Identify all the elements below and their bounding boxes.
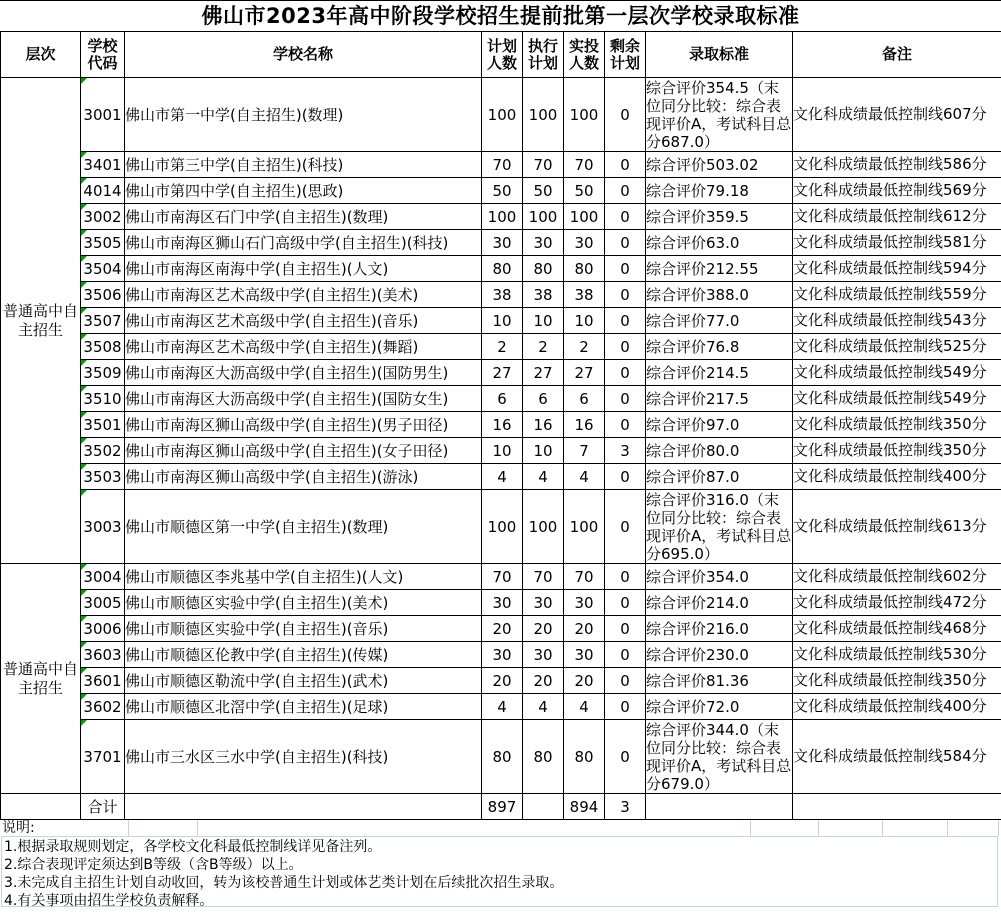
admission-standard-cell: 综合评价72.0 — [646, 694, 793, 720]
actual-count-cell: 27 — [564, 360, 605, 386]
actual-count-cell: 100 — [564, 490, 605, 564]
table-row — [1, 668, 1001, 694]
actual-count-cell: 7 — [564, 438, 605, 464]
remaining-plan-cell: 0 — [605, 386, 646, 412]
planned-count-cell: 100 — [482, 78, 523, 152]
col-header-admission-standard: 录取标准 — [646, 32, 793, 78]
planned-count-cell: 100 — [482, 204, 523, 230]
planned-count-cell: 6 — [482, 386, 523, 412]
notes-label-row — [0, 820, 1001, 836]
executed-plan-cell: 27 — [523, 360, 564, 386]
table-row — [1, 590, 1001, 616]
table-row — [1, 230, 1001, 256]
planned-count-cell: 20 — [482, 668, 523, 694]
remarks-cell: 文化科成绩最低控制线543分 — [793, 308, 1001, 334]
remaining-plan-cell: 0 — [605, 490, 646, 564]
school-code-cell: 3510 — [81, 386, 125, 412]
actual-count-cell: 30 — [564, 590, 605, 616]
table-row — [1, 256, 1001, 282]
school-name-cell: 佛山市顺德区北滘中学(自主招生)(足球) — [125, 694, 482, 720]
actual-count-cell: 10 — [564, 308, 605, 334]
col-header-school-code: 学校代码 — [81, 32, 125, 78]
planned-count-cell: 30 — [482, 642, 523, 668]
planned-count-cell: 30 — [482, 590, 523, 616]
header-row — [1, 32, 1001, 78]
grid-line — [197, 820, 198, 836]
school-code-cell: 3005 — [81, 590, 125, 616]
admissions-table — [0, 31, 1001, 820]
remaining-plan-cell: 0 — [605, 694, 646, 720]
school-code-cell: 3508 — [81, 334, 125, 360]
note-line: 3.未完成自主招生计划自动收回，转为该校普通生计划或体艺类计划在后续批次招生录取。 — [4, 875, 564, 891]
col-header-planned-count: 计划人数 — [482, 32, 523, 78]
school-code-cell: 3506 — [81, 282, 125, 308]
executed-plan-cell: 2 — [523, 334, 564, 360]
remaining-plan-cell: 0 — [605, 334, 646, 360]
school-name-cell: 佛山市南海区大沥高级中学(自主招生)(国防女生) — [125, 386, 482, 412]
admission-standard-cell: 综合评价216.0 — [646, 616, 793, 642]
executed-plan-cell: 30 — [523, 590, 564, 616]
planned-count-cell: 30 — [482, 230, 523, 256]
remarks-cell: 文化科成绩最低控制线581分 — [793, 230, 1001, 256]
admission-standard-cell — [646, 794, 793, 820]
school-code-cell: 3502 — [81, 438, 125, 464]
remarks-cell: 文化科成绩最低控制线400分 — [793, 464, 1001, 490]
school-name-cell: 佛山市顺德区伦教中学(自主招生)(传媒) — [125, 642, 482, 668]
remarks-cell: 文化科成绩最低控制线559分 — [793, 282, 1001, 308]
remaining-plan-cell: 0 — [605, 204, 646, 230]
admission-standard-cell: 综合评价230.0 — [646, 642, 793, 668]
actual-count-cell: 6 — [564, 386, 605, 412]
school-code-cell: 3507 — [81, 308, 125, 334]
school-name-cell: 佛山市第四中学(自主招生)(思政) — [125, 178, 482, 204]
remarks-cell: 文化科成绩最低控制线350分 — [793, 668, 1001, 694]
actual-count-cell: 38 — [564, 282, 605, 308]
remaining-plan-cell: 0 — [605, 668, 646, 694]
total-row — [1, 794, 1001, 820]
remarks-cell — [793, 794, 1001, 820]
table-row — [1, 642, 1001, 668]
remarks-cell: 文化科成绩最低控制线584分 — [793, 720, 1001, 794]
school-name-cell: 佛山市南海区南海中学(自主招生)(人文) — [125, 256, 482, 282]
table-row — [1, 308, 1001, 334]
remaining-plan-cell: 0 — [605, 152, 646, 178]
school-code-cell: 3601 — [81, 668, 125, 694]
admission-standard-cell: 综合评价80.0 — [646, 438, 793, 464]
table-row — [1, 564, 1001, 590]
remarks-cell: 文化科成绩最低控制线549分 — [793, 386, 1001, 412]
executed-plan-cell: 50 — [523, 178, 564, 204]
admission-standard-cell: 综合评价503.02 — [646, 152, 793, 178]
remaining-plan-cell: 0 — [605, 590, 646, 616]
table-row — [1, 334, 1001, 360]
admission-standard-cell: 综合评价214.0 — [646, 590, 793, 616]
school-name-cell: 佛山市顺德区实验中学(自主招生)(音乐) — [125, 616, 482, 642]
admission-standard-cell: 综合评价97.0 — [646, 412, 793, 438]
actual-count-cell: 100 — [564, 78, 605, 152]
executed-plan-cell: 4 — [523, 694, 564, 720]
school-name-cell: 佛山市南海区石门中学(自主招生)(数理) — [125, 204, 482, 230]
actual-count-cell: 16 — [564, 412, 605, 438]
remaining-plan-cell: 0 — [605, 308, 646, 334]
remaining-plan-cell: 0 — [605, 464, 646, 490]
school-code-cell: 3002 — [81, 204, 125, 230]
actual-count-cell: 2 — [564, 334, 605, 360]
planned-count-cell: 20 — [482, 616, 523, 642]
actual-count-total-cell: 894 — [564, 794, 605, 820]
admission-standard-cell: 综合评价217.5 — [646, 386, 793, 412]
school-name-cell: 佛山市三水区三水中学(自主招生)(科技) — [125, 720, 482, 794]
admission-standard-cell: 综合评价63.0 — [646, 230, 793, 256]
executed-plan-cell: 16 — [523, 412, 564, 438]
remarks-cell: 文化科成绩最低控制线602分 — [793, 564, 1001, 590]
actual-count-cell: 70 — [564, 564, 605, 590]
actual-count-cell: 4 — [564, 694, 605, 720]
actual-count-cell: 30 — [564, 230, 605, 256]
remaining-plan-cell: 0 — [605, 412, 646, 438]
table-row — [1, 694, 1001, 720]
school-code-cell: 3504 — [81, 256, 125, 282]
planned-count-cell: 70 — [482, 152, 523, 178]
level-group-cell: 普通高中自主招生 — [1, 78, 81, 564]
school-name-cell: 佛山市第三中学(自主招生)(科技) — [125, 152, 482, 178]
executed-plan-cell: 30 — [523, 642, 564, 668]
remarks-cell: 文化科成绩最低控制线594分 — [793, 256, 1001, 282]
admission-standard-cell: 综合评价212.55 — [646, 256, 793, 282]
grid-line — [128, 820, 129, 836]
executed-plan-cell: 20 — [523, 616, 564, 642]
remarks-cell: 文化科成绩最低控制线613分 — [793, 490, 1001, 564]
executed-plan-cell: 20 — [523, 668, 564, 694]
planned-count-cell: 38 — [482, 282, 523, 308]
grid-line — [947, 820, 948, 836]
planned-count-cell: 50 — [482, 178, 523, 204]
school-code-cell: 4014 — [81, 178, 125, 204]
note-line: 4.有关事项由招生学校负责解释。 — [4, 893, 214, 909]
admission-standard-cell: 综合评价359.5 — [646, 204, 793, 230]
planned-count-total-cell: 897 — [482, 794, 523, 820]
admission-standard-cell: 综合评价316.0（末位同分比较：综合表现评价A，考试科目总分695.0） — [646, 490, 792, 563]
remarks-cell: 文化科成绩最低控制线350分 — [793, 438, 1001, 464]
executed-plan-cell: 10 — [523, 308, 564, 334]
col-header-level: 层次 — [1, 32, 81, 78]
school-name-cell: 佛山市南海区狮山高级中学(自主招生)(男子田径) — [125, 412, 482, 438]
table-row — [1, 616, 1001, 642]
remaining-plan-total-cell: 3 — [605, 794, 646, 820]
school-code-cell: 3701 — [81, 720, 125, 794]
remaining-plan-cell: 3 — [605, 438, 646, 464]
grid-line — [882, 820, 883, 836]
grid-line — [998, 820, 999, 836]
admission-standard-cell: 综合评价77.0 — [646, 308, 793, 334]
notes-label: 说明: — [2, 820, 35, 836]
admission-standard-cell: 综合评价354.0 — [646, 564, 793, 590]
school-name-cell: 佛山市南海区狮山高级中学(自主招生)(女子田径) — [125, 438, 482, 464]
actual-count-cell: 30 — [564, 642, 605, 668]
school-name-cell: 佛山市南海区艺术高级中学(自主招生)(舞蹈) — [125, 334, 482, 360]
remaining-plan-cell: 0 — [605, 642, 646, 668]
school-name-cell: 佛山市南海区狮山高级中学(自主招生)(游泳) — [125, 464, 482, 490]
remarks-cell: 文化科成绩最低控制线549分 — [793, 360, 1001, 386]
admission-standard-cell: 综合评价214.5 — [646, 360, 793, 386]
actual-count-cell: 50 — [564, 178, 605, 204]
col-header-executed-plan: 执行计划 — [523, 32, 564, 78]
school-code-cell: 3503 — [81, 464, 125, 490]
remaining-plan-cell: 0 — [605, 564, 646, 590]
page-title: 佛山市2023年高中阶段学校招生提前批第一层次学校录取标准 — [201, 4, 800, 28]
table-row — [1, 282, 1001, 308]
school-name-cell: 佛山市南海区大沥高级中学(自主招生)(国防男生) — [125, 360, 482, 386]
admission-standard-cell: 综合评价354.5（末位同分比较：综合表现评价A，考试科目总分687.0） — [646, 78, 792, 151]
remaining-plan-cell: 0 — [605, 720, 646, 794]
executed-plan-cell: 70 — [523, 564, 564, 590]
planned-count-cell: 4 — [482, 694, 523, 720]
planned-count-cell: 70 — [482, 564, 523, 590]
grid-line — [818, 820, 819, 836]
remaining-plan-cell: 0 — [605, 178, 646, 204]
actual-count-cell: 100 — [564, 204, 605, 230]
school-name-cell: 佛山市顺德区勒流中学(自主招生)(武术) — [125, 668, 482, 694]
table-row — [1, 720, 1001, 794]
note-line: 2.综合表现评定须达到B等级（含B等级）以上。 — [4, 857, 303, 873]
actual-count-cell: 20 — [564, 668, 605, 694]
school-code-cell: 3006 — [81, 616, 125, 642]
executed-plan-cell: 100 — [523, 204, 564, 230]
school-code-cell: 3602 — [81, 694, 125, 720]
planned-count-cell: 27 — [482, 360, 523, 386]
table-row — [1, 438, 1001, 464]
remarks-cell: 文化科成绩最低控制线569分 — [793, 178, 1001, 204]
remaining-plan-cell: 0 — [605, 360, 646, 386]
admission-standard-cell: 综合评价87.0 — [646, 464, 793, 490]
school-code-cell: 3001 — [81, 78, 125, 152]
note-line: 1.根据录取规则划定，各学校文化科最低控制线详见备注列。 — [4, 839, 382, 855]
admission-standard-cell: 综合评价81.36 — [646, 668, 793, 694]
planned-count-cell: 4 — [482, 464, 523, 490]
actual-count-cell: 4 — [564, 464, 605, 490]
school-name-cell: 佛山市顺德区第一中学(自主招生)(数理) — [125, 490, 482, 564]
table-row — [1, 386, 1001, 412]
actual-count-cell: 70 — [564, 152, 605, 178]
level-group-cell-empty — [1, 794, 81, 820]
executed-plan-cell: 4 — [523, 464, 564, 490]
planned-count-cell: 16 — [482, 412, 523, 438]
remarks-cell: 文化科成绩最低控制线472分 — [793, 590, 1001, 616]
school-name-cell: 佛山市顺德区李兆基中学(自主招生)(人文) — [125, 564, 482, 590]
actual-count-cell: 80 — [564, 720, 605, 794]
actual-count-cell: 20 — [564, 616, 605, 642]
remarks-cell: 文化科成绩最低控制线525分 — [793, 334, 1001, 360]
col-header-remaining-plan: 剩余计划 — [605, 32, 646, 78]
planned-count-cell: 100 — [482, 490, 523, 564]
school-name-cell: 佛山市南海区艺术高级中学(自主招生)(美术) — [125, 282, 482, 308]
executed-plan-cell: 38 — [523, 282, 564, 308]
remarks-cell: 文化科成绩最低控制线530分 — [793, 642, 1001, 668]
executed-plan-cell: 6 — [523, 386, 564, 412]
remarks-cell: 文化科成绩最低控制线400分 — [793, 694, 1001, 720]
admission-standard-cell: 综合评价344.0（末位同分比较：综合表现评价A，考试科目总分679.0） — [646, 720, 792, 793]
planned-count-cell: 80 — [482, 256, 523, 282]
remarks-cell: 文化科成绩最低控制线468分 — [793, 616, 1001, 642]
school-name-cell — [125, 794, 482, 820]
school-code-cell: 3004 — [81, 564, 125, 590]
col-header-remarks: 备注 — [793, 32, 1001, 78]
planned-count-cell: 80 — [482, 720, 523, 794]
table-row — [1, 490, 1001, 564]
level-group-cell: 普通高中自主招生 — [1, 564, 81, 794]
remaining-plan-cell: 0 — [605, 78, 646, 152]
remaining-plan-cell: 0 — [605, 616, 646, 642]
executed-plan-cell: 70 — [523, 152, 564, 178]
planned-count-cell: 10 — [482, 308, 523, 334]
school-name-cell: 佛山市南海区艺术高级中学(自主招生)(音乐) — [125, 308, 482, 334]
admission-standard-cell: 综合评价76.8 — [646, 334, 793, 360]
col-header-actual-count: 实投人数 — [564, 32, 605, 78]
school-code-cell: 3003 — [81, 490, 125, 564]
executed-plan-cell: 100 — [523, 78, 564, 152]
remarks-cell: 文化科成绩最低控制线586分 — [793, 152, 1001, 178]
notes-box — [1, 836, 998, 907]
actual-count-cell: 80 — [564, 256, 605, 282]
school-code-cell: 3509 — [81, 360, 125, 386]
table-row — [1, 360, 1001, 386]
school-code-cell: 3505 — [81, 230, 125, 256]
school-name-cell: 佛山市顺德区实验中学(自主招生)(美术) — [125, 590, 482, 616]
school-name-cell: 佛山市第一中学(自主招生)(数理) — [125, 78, 482, 152]
executed-plan-total-cell — [523, 794, 564, 820]
executed-plan-cell: 80 — [523, 720, 564, 794]
remarks-cell: 文化科成绩最低控制线607分 — [793, 78, 1001, 152]
table-row — [1, 204, 1001, 230]
executed-plan-cell: 100 — [523, 490, 564, 564]
school-code-cell: 3401 — [81, 152, 125, 178]
table-row — [1, 464, 1001, 490]
table-row — [1, 412, 1001, 438]
executed-plan-cell: 80 — [523, 256, 564, 282]
remarks-cell: 文化科成绩最低控制线612分 — [793, 204, 1001, 230]
col-header-school-name: 学校名称 — [125, 32, 482, 78]
school-code-cell: 3501 — [81, 412, 125, 438]
planned-count-cell: 2 — [482, 334, 523, 360]
remarks-cell: 文化科成绩最低控制线350分 — [793, 412, 1001, 438]
school-code-cell: 3603 — [81, 642, 125, 668]
remaining-plan-cell: 0 — [605, 282, 646, 308]
table-row — [1, 152, 1001, 178]
remaining-plan-cell: 0 — [605, 230, 646, 256]
remaining-plan-cell: 0 — [605, 256, 646, 282]
total-label-cell: 合计 — [81, 794, 125, 820]
executed-plan-cell: 10 — [523, 438, 564, 464]
school-name-cell: 佛山市南海区狮山石门高级中学(自主招生)(科技) — [125, 230, 482, 256]
admission-standard-cell: 综合评价388.0 — [646, 282, 793, 308]
table-row — [1, 78, 1001, 152]
table-row — [1, 178, 1001, 204]
grid-line — [750, 820, 751, 836]
executed-plan-cell: 30 — [523, 230, 564, 256]
admission-standard-cell: 综合评价79.18 — [646, 178, 793, 204]
planned-count-cell: 10 — [482, 438, 523, 464]
